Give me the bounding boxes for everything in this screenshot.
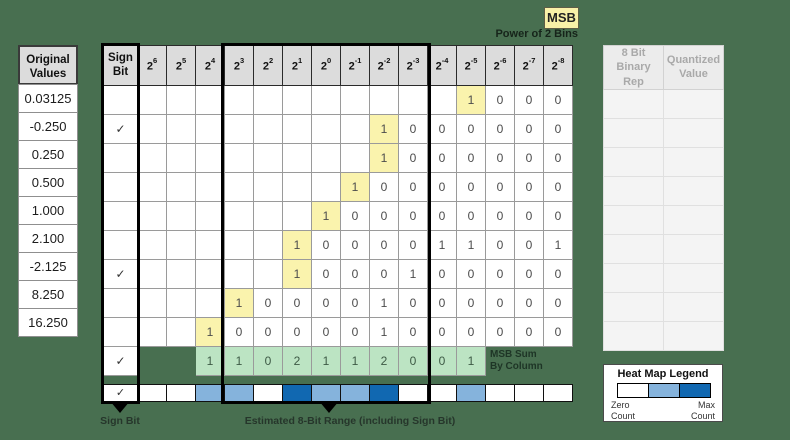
power-header: $2^{-6}$: [486, 46, 515, 86]
power-header: $2^6$: [138, 46, 167, 86]
output-row: [604, 263, 724, 292]
empty-cell: [196, 173, 225, 202]
sign-bit-cell: [104, 173, 138, 202]
empty-cell: [167, 86, 196, 115]
msb-tag: MSB: [544, 7, 579, 29]
power-header: $2^{-7}$: [515, 46, 544, 86]
binary-rep-cell: [604, 234, 664, 263]
power-header: $2^0$: [312, 46, 341, 86]
grid-row: [104, 115, 573, 144]
empty-cell: [138, 202, 167, 231]
empty-cell: [167, 289, 196, 318]
exponent: 3: [239, 56, 245, 66]
heat-cell: [544, 385, 573, 402]
original-value-cell: 1.000: [18, 196, 78, 225]
bit-cell: 0: [457, 318, 486, 347]
empty-cell: [138, 86, 167, 115]
sign-bit-cell: [104, 202, 138, 231]
bit-cell: 0: [254, 289, 283, 318]
heat-cell: [399, 385, 428, 402]
grid-row: [104, 260, 573, 289]
power-header: $2^{-2}$: [370, 46, 399, 86]
power-header: $2^{-4}$: [428, 46, 457, 86]
bit-cell: 0: [341, 318, 370, 347]
power-header: $2^5$: [167, 46, 196, 86]
bit-cell: 0: [486, 318, 515, 347]
empty-cell: [312, 86, 341, 115]
bit-cell: 0: [515, 173, 544, 202]
original-values-header: Original Values: [18, 45, 78, 85]
empty-cell: [283, 144, 312, 173]
output-row: [604, 321, 724, 350]
bit-cell: 0: [370, 260, 399, 289]
bit-cell: 0: [457, 260, 486, 289]
msb-sum-by-column-label: [486, 347, 573, 376]
bit-cell: 1: [399, 260, 428, 289]
binary-rep-cell: [604, 321, 664, 350]
power-header: $2^{-8}$: [544, 46, 573, 86]
heat-map-legend: [603, 364, 723, 422]
empty-cell: [428, 86, 457, 115]
exponent: -4: [441, 56, 449, 66]
empty-cell: [254, 115, 283, 144]
bit-cell: 0: [428, 173, 457, 202]
exponent: -6: [499, 56, 507, 66]
power-of-2-bins-label: Power of 2 Bins: [495, 28, 578, 40]
sum-cell: 0: [399, 347, 428, 376]
bit-cell: 0: [457, 202, 486, 231]
bit-cell: 0: [428, 260, 457, 289]
output-row: [604, 89, 724, 118]
background-cell: [138, 347, 167, 376]
legend-title: Heat Map Legend: [617, 368, 709, 380]
empty-cell: [196, 202, 225, 231]
power-header: $2^{-5}$: [457, 46, 486, 86]
msb-sum-row: [104, 347, 573, 376]
bit-cell: 0: [283, 289, 312, 318]
bit-cell: 0: [457, 289, 486, 318]
binary-rep-header: 8 Bit Binary Rep: [604, 46, 664, 90]
bit-cell: 0: [486, 144, 515, 173]
empty-cell: [196, 86, 225, 115]
bit-cell: 0: [544, 144, 573, 173]
binary-rep-cell: [604, 147, 664, 176]
exponent: -8: [557, 56, 565, 66]
bit-cell: 0: [341, 289, 370, 318]
bit-cell: 0: [399, 202, 428, 231]
bit-cell: 0: [312, 318, 341, 347]
sum-cell: 0: [428, 347, 457, 376]
bit-cell: 0: [312, 289, 341, 318]
max-count-label: Max Count: [690, 400, 715, 421]
exponent: 6: [152, 56, 158, 66]
quantized-value-cell: [664, 147, 724, 176]
binary-rep-cell: [604, 176, 664, 205]
exponent: 2: [268, 56, 274, 66]
estimated-range-label: Estimated 8-Bit Range (including Sign Bit): [244, 415, 456, 427]
bit-cell: 1: [544, 231, 573, 260]
output-table-head: [604, 46, 724, 90]
msb-cell: 1: [312, 202, 341, 231]
max-count-swatch: [679, 383, 711, 398]
bit-cell: 0: [370, 231, 399, 260]
empty-cell: [370, 86, 399, 115]
msb-cell: 1: [196, 318, 225, 347]
empty-cell: [312, 173, 341, 202]
power-header: $2^1$: [283, 46, 312, 86]
empty-cell: [167, 173, 196, 202]
quantized-value-cell: [664, 205, 724, 234]
bit-cell: 0: [486, 202, 515, 231]
empty-cell: [312, 115, 341, 144]
sum-cell: 1: [196, 347, 225, 376]
output-row: [604, 147, 724, 176]
sign-bit-cell: ✓: [104, 347, 138, 376]
empty-cell: [196, 115, 225, 144]
empty-cell: [167, 318, 196, 347]
empty-cell: [341, 115, 370, 144]
grid-row: [104, 86, 573, 115]
empty-cell: [167, 115, 196, 144]
heat-map-strip-body: [104, 385, 573, 402]
msb-cell: 1: [283, 260, 312, 289]
original-value-cell: 0.500: [18, 168, 78, 197]
empty-cell: [167, 144, 196, 173]
bit-cell: 0: [544, 86, 573, 115]
heat-cell: [196, 385, 225, 402]
output-row: [604, 234, 724, 263]
bit-cell: 0: [515, 115, 544, 144]
legend-swatches: [604, 383, 722, 398]
exponent: 4: [210, 56, 216, 66]
empty-cell: [138, 289, 167, 318]
bit-cell: 0: [341, 260, 370, 289]
empty-cell: [138, 115, 167, 144]
bit-cell: 0: [515, 231, 544, 260]
empty-cell: [196, 260, 225, 289]
grid-row: [104, 202, 573, 231]
sum-cell: 2: [283, 347, 312, 376]
bit-cell: 0: [486, 260, 515, 289]
empty-cell: [283, 115, 312, 144]
exponent: -5: [470, 56, 478, 66]
original-value-cell: 16.250: [18, 308, 78, 337]
bit-cell: 0: [399, 318, 428, 347]
empty-cell: [138, 318, 167, 347]
quantized-value-cell: [664, 263, 724, 292]
sum-cell: 2: [370, 347, 399, 376]
exponent: -1: [354, 56, 362, 66]
empty-cell: [225, 202, 254, 231]
empty-cell: [225, 260, 254, 289]
heat-cell: [283, 385, 312, 402]
output-row: [604, 176, 724, 205]
empty-cell: [225, 173, 254, 202]
empty-cell: [225, 231, 254, 260]
quantized-value-cell: [664, 234, 724, 263]
sum-cell: 1: [312, 347, 341, 376]
range-arrow-icon: [319, 401, 339, 413]
sign-bit-cell: [104, 231, 138, 260]
exponent: 5: [181, 56, 187, 66]
power-header: $2^{-1}$: [341, 46, 370, 86]
empty-cell: [312, 144, 341, 173]
empty-cell: [254, 202, 283, 231]
msb-cell: 1: [225, 289, 254, 318]
empty-cell: [283, 202, 312, 231]
empty-cell: [254, 86, 283, 115]
heat-cell: [428, 385, 457, 402]
bit-cell: 0: [515, 202, 544, 231]
sign-bit-cell: [104, 318, 138, 347]
bit-cell: 0: [312, 260, 341, 289]
original-values-table: [18, 45, 78, 337]
bit-cell: 0: [428, 289, 457, 318]
power-header: $2^3$: [225, 46, 254, 86]
bit-cell: 0: [486, 231, 515, 260]
exponent: 0: [326, 56, 332, 66]
sign-bit-cell: [104, 86, 138, 115]
bit-cell: 0: [544, 173, 573, 202]
bit-cell: 0: [370, 202, 399, 231]
heat-cell: [341, 385, 370, 402]
sign-bit-arrow-icon: [110, 401, 130, 413]
zero-count-label: Zero Count: [611, 400, 636, 421]
output-row: [604, 292, 724, 321]
exponent: 1: [297, 56, 303, 66]
msb-cell: 1: [370, 115, 399, 144]
grid-header-row: [104, 46, 573, 86]
mid-count-swatch: [648, 383, 680, 398]
bit-cell: 0: [457, 144, 486, 173]
msb-cell: 1: [283, 231, 312, 260]
sum-cell: 1: [341, 347, 370, 376]
empty-cell: [399, 86, 428, 115]
heat-cell: [515, 385, 544, 402]
original-value-cell: 0.03125: [18, 84, 78, 113]
binary-rep-cell: [604, 89, 664, 118]
sign-bit-header: Sign Bit: [104, 46, 138, 86]
output-table: [603, 45, 724, 351]
bit-cell: 0: [225, 318, 254, 347]
heat-cell: [457, 385, 486, 402]
binary-rep-cell: [604, 118, 664, 147]
empty-cell: [225, 86, 254, 115]
exponent: -7: [528, 56, 536, 66]
msb-cell: 1: [370, 144, 399, 173]
bit-cell: 1: [428, 231, 457, 260]
heat-cell: [486, 385, 515, 402]
power-header: $2^4$: [196, 46, 225, 86]
msb-cell: 1: [341, 173, 370, 202]
output-row: [604, 118, 724, 147]
exponent: -2: [383, 56, 391, 66]
quantized-value-cell: [664, 89, 724, 118]
bit-cell: 0: [341, 202, 370, 231]
bit-cell: 0: [515, 318, 544, 347]
bit-cell: 0: [254, 318, 283, 347]
empty-cell: [196, 144, 225, 173]
quantized-value-header: Quantized Value: [664, 46, 724, 90]
empty-cell: [138, 144, 167, 173]
bit-cell: 0: [399, 144, 428, 173]
bit-cell: 0: [399, 173, 428, 202]
bit-cell: 0: [486, 289, 515, 318]
bit-cell: 0: [341, 231, 370, 260]
power-header: $2^2$: [254, 46, 283, 86]
empty-cell: [138, 231, 167, 260]
bit-cell: 0: [428, 144, 457, 173]
empty-cell: [254, 260, 283, 289]
empty-cell: [254, 144, 283, 173]
original-value-cell: 0.250: [18, 140, 78, 169]
sum-cell: 1: [457, 347, 486, 376]
binary-rep-cell: [604, 263, 664, 292]
empty-cell: [167, 260, 196, 289]
bit-cell: 0: [283, 318, 312, 347]
original-value-cell: -0.250: [18, 112, 78, 141]
original-values-rows: [18, 84, 78, 337]
bit-cell: 0: [399, 289, 428, 318]
empty-cell: [138, 173, 167, 202]
heat-map-row: [104, 385, 573, 402]
quantized-value-cell: [664, 118, 724, 147]
grid-row: [104, 231, 573, 260]
original-value-cell: -2.125: [18, 252, 78, 281]
grid-row: [104, 318, 573, 347]
msb-cell: 1: [457, 86, 486, 115]
power-of-2-grid-body: [104, 46, 573, 376]
bit-cell: 0: [399, 231, 428, 260]
output-row: [604, 205, 724, 234]
output-header-row: [604, 46, 724, 90]
empty-cell: [341, 86, 370, 115]
exponent: -3: [412, 56, 420, 66]
grid-row: [104, 144, 573, 173]
bit-cell: 1: [457, 231, 486, 260]
original-value-cell: 2.100: [18, 224, 78, 253]
bit-cell: 0: [486, 86, 515, 115]
sign-bit-cell: ✓: [104, 385, 138, 402]
empty-cell: [138, 260, 167, 289]
output-table-body: [604, 89, 724, 350]
bit-cell: 0: [515, 260, 544, 289]
heat-cell: [370, 385, 399, 402]
sign-bit-cell: ✓: [104, 115, 138, 144]
label-line: By Column: [490, 361, 543, 372]
empty-cell: [196, 289, 225, 318]
bit-cell: 0: [370, 173, 399, 202]
bit-cell: 0: [515, 144, 544, 173]
bit-cell: 0: [486, 115, 515, 144]
empty-cell: [341, 144, 370, 173]
bit-cell: 0: [428, 202, 457, 231]
power-of-2-grid: [103, 45, 573, 376]
sum-cell: 0: [254, 347, 283, 376]
bit-cell: 0: [399, 115, 428, 144]
heat-cell: [225, 385, 254, 402]
quantized-value-cell: [664, 292, 724, 321]
grid-row: [104, 173, 573, 202]
heat-cell: [254, 385, 283, 402]
power-header: $2^{-3}$: [399, 46, 428, 86]
empty-cell: [283, 86, 312, 115]
bit-cell: 0: [544, 115, 573, 144]
heat-cell: [138, 385, 167, 402]
bit-cell: 0: [544, 318, 573, 347]
empty-cell: [196, 231, 225, 260]
background-cell: [167, 347, 196, 376]
bit-cell: 1: [370, 318, 399, 347]
bit-cell: 0: [486, 173, 515, 202]
bit-cell: 0: [428, 115, 457, 144]
bit-cell: 1: [370, 289, 399, 318]
heat-cell: [167, 385, 196, 402]
legend-labels: [604, 398, 722, 422]
empty-cell: [167, 231, 196, 260]
bit-cell: 0: [457, 173, 486, 202]
grid-row: [104, 289, 573, 318]
sign-bit-cell: [104, 144, 138, 173]
bit-cell: 0: [544, 289, 573, 318]
zero-count-swatch: [617, 383, 649, 398]
heat-map-strip: [103, 384, 573, 402]
bit-cell: 0: [312, 231, 341, 260]
bit-cell: 0: [515, 289, 544, 318]
empty-cell: [254, 231, 283, 260]
original-value-cell: 8.250: [18, 280, 78, 309]
binary-rep-cell: [604, 205, 664, 234]
label-line: MSB Sum: [490, 349, 537, 360]
quantized-value-cell: [664, 176, 724, 205]
bit-cell: 0: [544, 202, 573, 231]
empty-cell: [283, 173, 312, 202]
sign-bit-cell: [104, 289, 138, 318]
empty-cell: [167, 202, 196, 231]
sign-bit-label: Sign Bit: [100, 415, 140, 427]
empty-cell: [225, 115, 254, 144]
quantized-value-cell: [664, 321, 724, 350]
bit-cell: 0: [457, 115, 486, 144]
heat-cell: [312, 385, 341, 402]
bit-cell: 0: [515, 86, 544, 115]
sign-bit-cell: ✓: [104, 260, 138, 289]
sum-cell: 1: [225, 347, 254, 376]
binary-rep-cell: [604, 292, 664, 321]
empty-cell: [225, 144, 254, 173]
bit-cell: 0: [544, 260, 573, 289]
bit-cell: 0: [428, 318, 457, 347]
empty-cell: [254, 173, 283, 202]
